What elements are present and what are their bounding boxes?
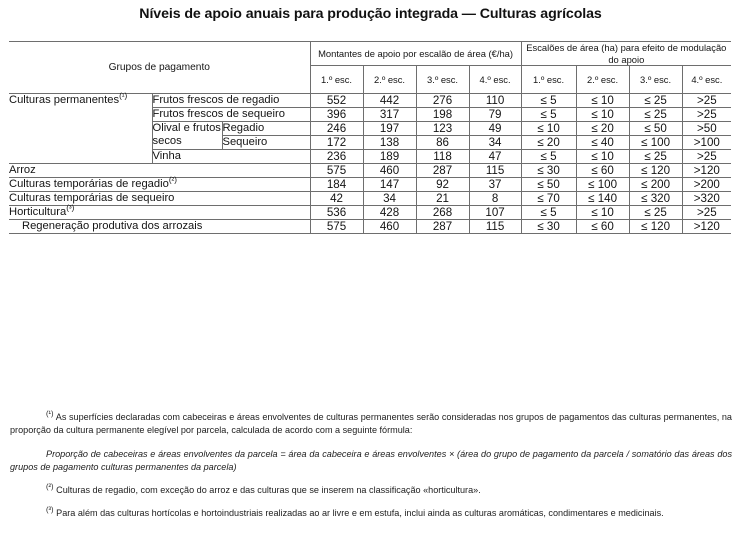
row-label: Vinha [152,150,310,164]
table-row [9,220,731,234]
footnote-2-text: Culturas de regadio, com exceção do arroz e das culturas que se inserem na classificação «horticultura». [56,484,481,495]
cell-amount-2: 189 [363,150,416,164]
group-label-text: Culturas permanentes [9,94,120,106]
cell-amount-4: 47 [469,150,521,164]
footnotes-block [10,408,732,520]
cell-tier-3: ≤ 25 [629,94,682,108]
header-esc-tier-1: 1.º esc. [521,66,576,94]
cell-tier-1: ≤ 5 [521,108,576,122]
support-levels-table-wrapper [9,41,731,234]
cell-tier-1: ≤ 30 [521,164,576,178]
cell-tier-4: >120 [682,220,731,234]
cell-amount-1: 536 [310,206,363,220]
header-amounts-group: Montantes de apoio por escalão de área (€/ha) [310,42,521,66]
cell-tier-4: >25 [682,94,731,108]
header-tiers-group: Escalões de área (ha) para efeito de modulação do apoio [521,42,731,66]
cell-amount-1: 172 [310,136,363,150]
header-payment-groups: Grupos de pagamento [9,42,310,94]
cell-amount-4: 37 [469,178,521,192]
cell-tier-3: ≤ 100 [629,136,682,150]
row-label [9,164,310,178]
cell-amount-3: 86 [416,136,469,150]
cell-amount-2: 317 [363,108,416,122]
cell-amount-1: 396 [310,108,363,122]
cell-tier-3: ≤ 25 [629,206,682,220]
cell-amount-2: 428 [363,206,416,220]
cell-tier-4: >50 [682,122,731,136]
cell-amount-1: 575 [310,220,363,234]
footnote-1-text: As superfícies declaradas com cabeceiras e áreas envolventes de culturas permanentes serão consideradas nos grupos de pagamentos das culturas permanentes, na proporção da cultura permanente elegível por parcela, calculada de acordo com a seguinte fórmula: [10,412,732,435]
cell-tier-2: ≤ 60 [576,220,629,234]
cell-tier-2: ≤ 10 [576,150,629,164]
row-label-text: Regeneração produtiva dos arrozais [22,220,203,232]
cell-amount-4: 79 [469,108,521,122]
row-label [9,220,310,234]
footnote-formula [10,448,732,473]
header-esc-amount-4: 4.º esc. [469,66,521,94]
row-label-footnote: (³) [66,203,75,213]
header-esc-tier-2: 2.º esc. [576,66,629,94]
cell-tier-2: ≤ 10 [576,206,629,220]
cell-amount-2: 34 [363,192,416,206]
cell-amount-1: 42 [310,192,363,206]
footnote-2 [10,481,732,497]
cell-tier-2: ≤ 20 [576,122,629,136]
footnote-3 [10,504,732,520]
cell-amount-2: 138 [363,136,416,150]
table-row [9,192,731,206]
cell-tier-1: ≤ 10 [521,122,576,136]
cell-tier-3: ≤ 320 [629,192,682,206]
cell-amount-1: 575 [310,164,363,178]
table-row [9,206,731,220]
footnote-1 [10,408,732,436]
cell-tier-1: ≤ 50 [521,178,576,192]
row-sublabel: Regadio [222,122,310,136]
row-sublabel: Sequeiro [222,136,310,150]
support-levels-table [9,41,731,234]
cell-tier-2: ≤ 10 [576,108,629,122]
cell-amount-1: 552 [310,94,363,108]
cell-tier-1: ≤ 70 [521,192,576,206]
group-label-footnote: (¹) [119,91,128,101]
cell-amount-3: 21 [416,192,469,206]
cell-amount-3: 287 [416,220,469,234]
footnote-2-marker: (²) [46,481,54,491]
cell-amount-2: 460 [363,164,416,178]
cell-amount-3: 118 [416,150,469,164]
cell-tier-1: ≤ 5 [521,206,576,220]
cell-tier-3: ≤ 25 [629,108,682,122]
formula-text: Proporção de cabeceiras e áreas envolventes da parcela = área da cabeceira e áreas envolventes × (área do grupo de pagamento da parcela / somatório das áreas dos grupos de pagamento culturas permanentes da parcela) [10,449,732,472]
cell-amount-3: 92 [416,178,469,192]
cell-amount-4: 49 [469,122,521,136]
cell-tier-3: ≤ 200 [629,178,682,192]
row-label-footnote: (²) [168,175,178,185]
footnote-3-marker: (³) [46,504,54,514]
footnote-3-text: Para além das culturas hortícolas e hortoindustriais realizadas ao ar livre e em estufa, inclui ainda as culturas aromáticas, condimentares e medicinais. [56,507,664,518]
footnote-1-marker: (¹) [46,408,54,418]
cell-tier-2: ≤ 10 [576,94,629,108]
cell-tier-4: >100 [682,136,731,150]
table-row [9,164,731,178]
cell-tier-2: ≤ 100 [576,178,629,192]
row-label [9,175,310,192]
cell-tier-3: ≤ 120 [629,164,682,178]
row-label-text: Horticultura [9,206,67,218]
table-row [9,94,731,108]
subgroup-label-olival: Olival e frutos secos [152,122,222,150]
cell-amount-4: 110 [469,94,521,108]
row-label-text: Culturas temporárias de sequeiro [9,192,175,204]
header-esc-amount-1: 1.º esc. [310,66,363,94]
cell-amount-4: 8 [469,192,521,206]
cell-tier-4: >25 [682,150,731,164]
row-label [9,203,310,220]
cell-amount-3: 287 [416,164,469,178]
cell-tier-1: ≤ 30 [521,220,576,234]
row-label-text: Arroz [9,164,36,176]
row-label-text: Culturas temporárias de regadio [9,178,169,190]
header-esc-tier-3: 3.º esc. [629,66,682,94]
cell-tier-1: ≤ 20 [521,136,576,150]
row-label [9,192,310,206]
cell-amount-2: 460 [363,220,416,234]
cell-amount-1: 246 [310,122,363,136]
cell-tier-4: >25 [682,206,731,220]
cell-tier-4: >200 [682,178,731,192]
cell-amount-3: 123 [416,122,469,136]
cell-tier-2: ≤ 60 [576,164,629,178]
header-esc-amount-3: 3.º esc. [416,66,469,94]
cell-tier-2: ≤ 140 [576,192,629,206]
cell-amount-1: 184 [310,178,363,192]
table-row [9,178,731,192]
cell-amount-4: 115 [469,164,521,178]
row-label: Frutos frescos de regadio [152,94,310,108]
cell-tier-3: ≤ 25 [629,150,682,164]
cell-tier-4: >120 [682,164,731,178]
cell-tier-4: >320 [682,192,731,206]
cell-tier-3: ≤ 120 [629,220,682,234]
row-label: Frutos frescos de sequeiro [152,108,310,122]
cell-amount-3: 276 [416,94,469,108]
cell-tier-1: ≤ 5 [521,94,576,108]
cell-tier-2: ≤ 40 [576,136,629,150]
header-esc-tier-4: 4.º esc. [682,66,731,94]
cell-tier-1: ≤ 5 [521,150,576,164]
cell-amount-2: 147 [363,178,416,192]
group-label-culturas-permanentes [9,91,152,164]
cell-tier-3: ≤ 50 [629,122,682,136]
cell-amount-4: 34 [469,136,521,150]
cell-amount-2: 197 [363,122,416,136]
header-esc-amount-2: 2.º esc. [363,66,416,94]
table-header-row-1 [9,42,731,66]
page-title: Níveis de apoio anuais para produção integrada — Culturas agrícolas [139,6,602,22]
cell-amount-2: 442 [363,94,416,108]
cell-amount-3: 198 [416,108,469,122]
cell-amount-3: 268 [416,206,469,220]
cell-amount-4: 107 [469,206,521,220]
cell-amount-1: 236 [310,150,363,164]
cell-amount-4: 115 [469,220,521,234]
cell-tier-4: >25 [682,108,731,122]
